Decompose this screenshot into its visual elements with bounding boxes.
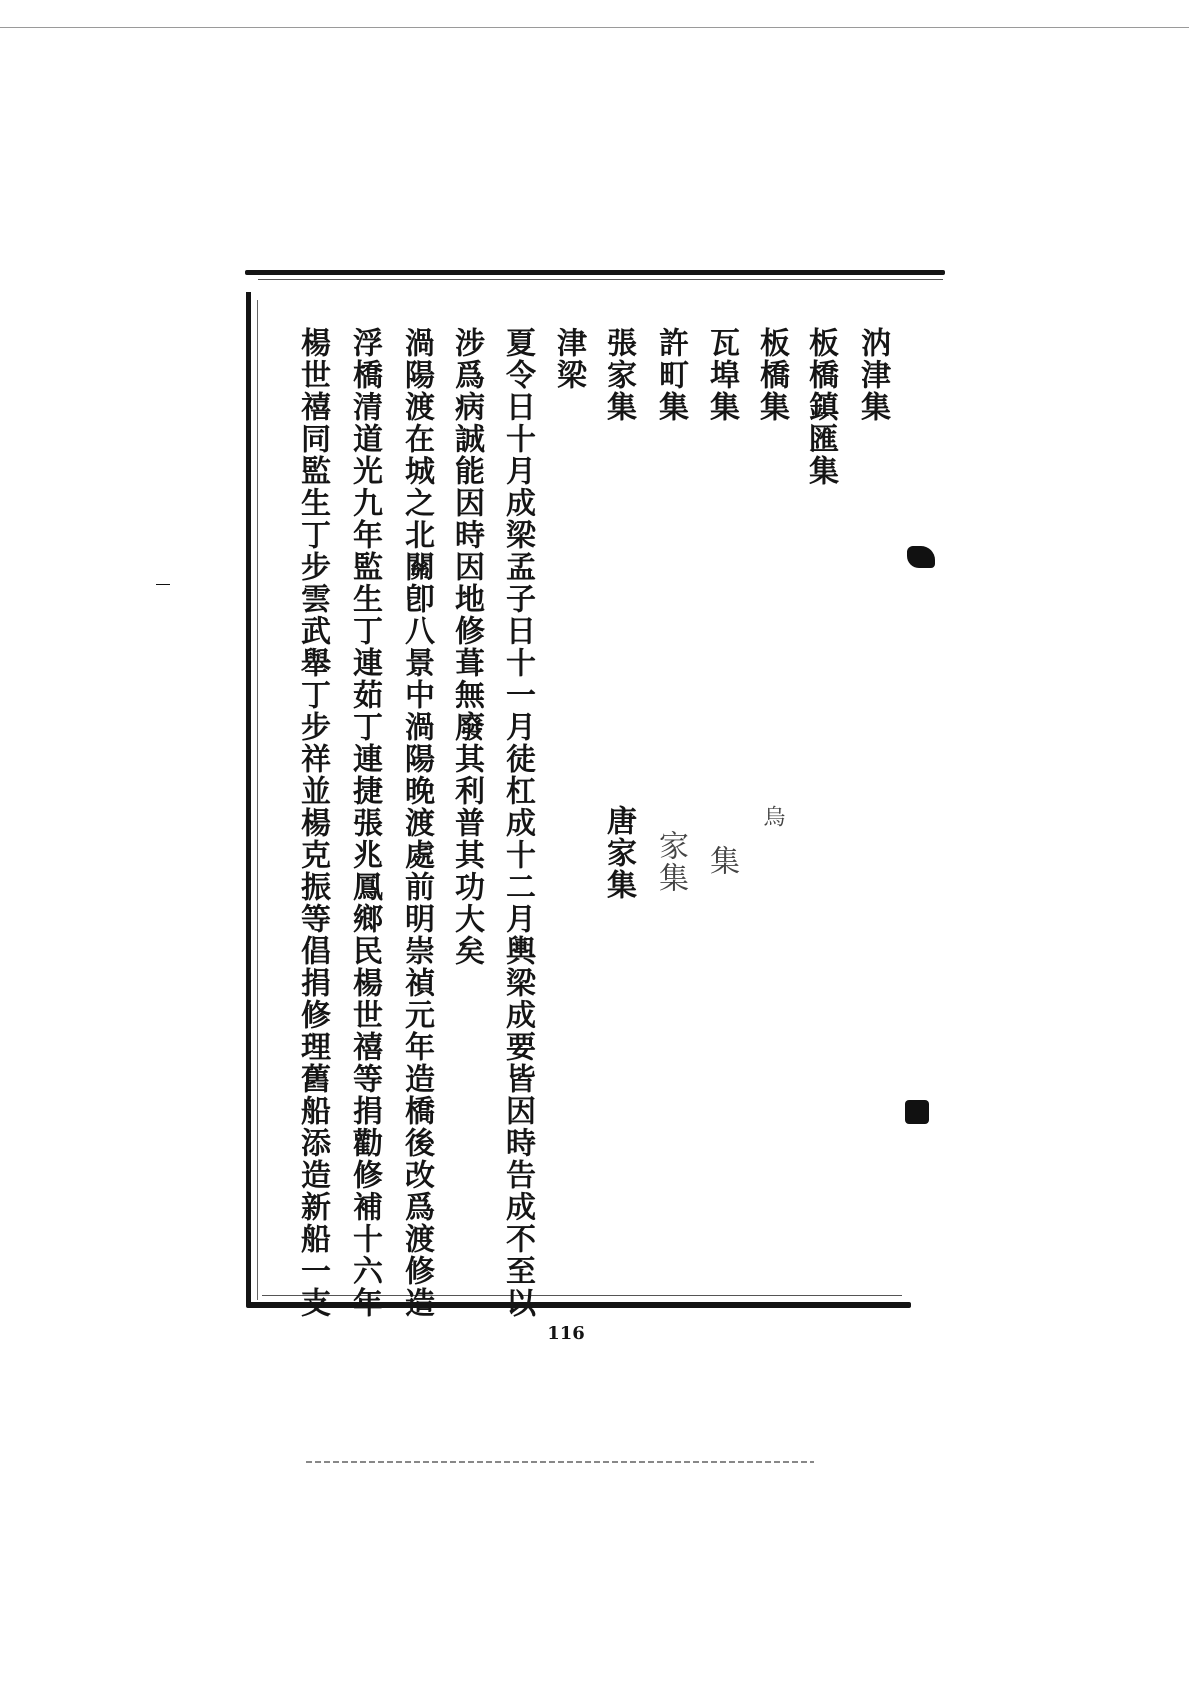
frame-left-border: [246, 292, 251, 1305]
body-column-4: 浮橋清道光九年監生丁連茹丁連捷張兆鳳鄉民楊世禧等捐勸修補十六年: [347, 327, 382, 1319]
body-column-3: 渦陽渡在城之北關卽八景中渦陽晚渡處前明崇禎元年造橋後改爲渡修造: [399, 327, 434, 1319]
entry-tangjia-ji: 唐家集: [601, 805, 636, 901]
entry-partial-ji: 集: [704, 845, 739, 877]
entry-xuding-ji: 許町集: [653, 327, 688, 423]
entry-zhangjia-ji: 張家集: [601, 327, 636, 423]
scan-ink-blot: [905, 1100, 929, 1124]
body-column-1: 夏令日十月成梁孟子日十一月徒杠成十二月輿梁成要皆因時告成不至以: [500, 327, 535, 1319]
body-column-2: 涉爲病誠能因時因地修葺無廢其利普其功大矣: [449, 327, 484, 967]
frame-top-inner-line: [258, 279, 943, 280]
section-heading-jinliang: 津梁: [551, 327, 586, 391]
entry-banqiao-ji: 板橋集: [754, 327, 789, 423]
entry-partial-wu: 烏: [760, 805, 785, 829]
scan-ink-blot: [907, 546, 935, 568]
entry-ruijin-ji: 汭津集: [855, 327, 890, 423]
frame-left-inner-line: [257, 300, 258, 1300]
page-number: 116: [547, 1323, 585, 1344]
scan-footer-dotted-line: [306, 1461, 814, 1463]
entry-wabu-ji: 瓦埠集: [704, 327, 739, 423]
body-column-5: 楊世禧同監生丁步雲武舉丁步祥並楊克振等倡捐修理舊船添造新船一支: [295, 327, 330, 1319]
entry-partial-jia-ji: 家集: [653, 830, 688, 894]
entry-banqiao-zhen-hui-ji: 板橋鎮匯集: [803, 327, 838, 487]
top-rule: [0, 27, 1189, 28]
frame-top-border: [245, 270, 945, 275]
scan-mark: [156, 584, 170, 585]
